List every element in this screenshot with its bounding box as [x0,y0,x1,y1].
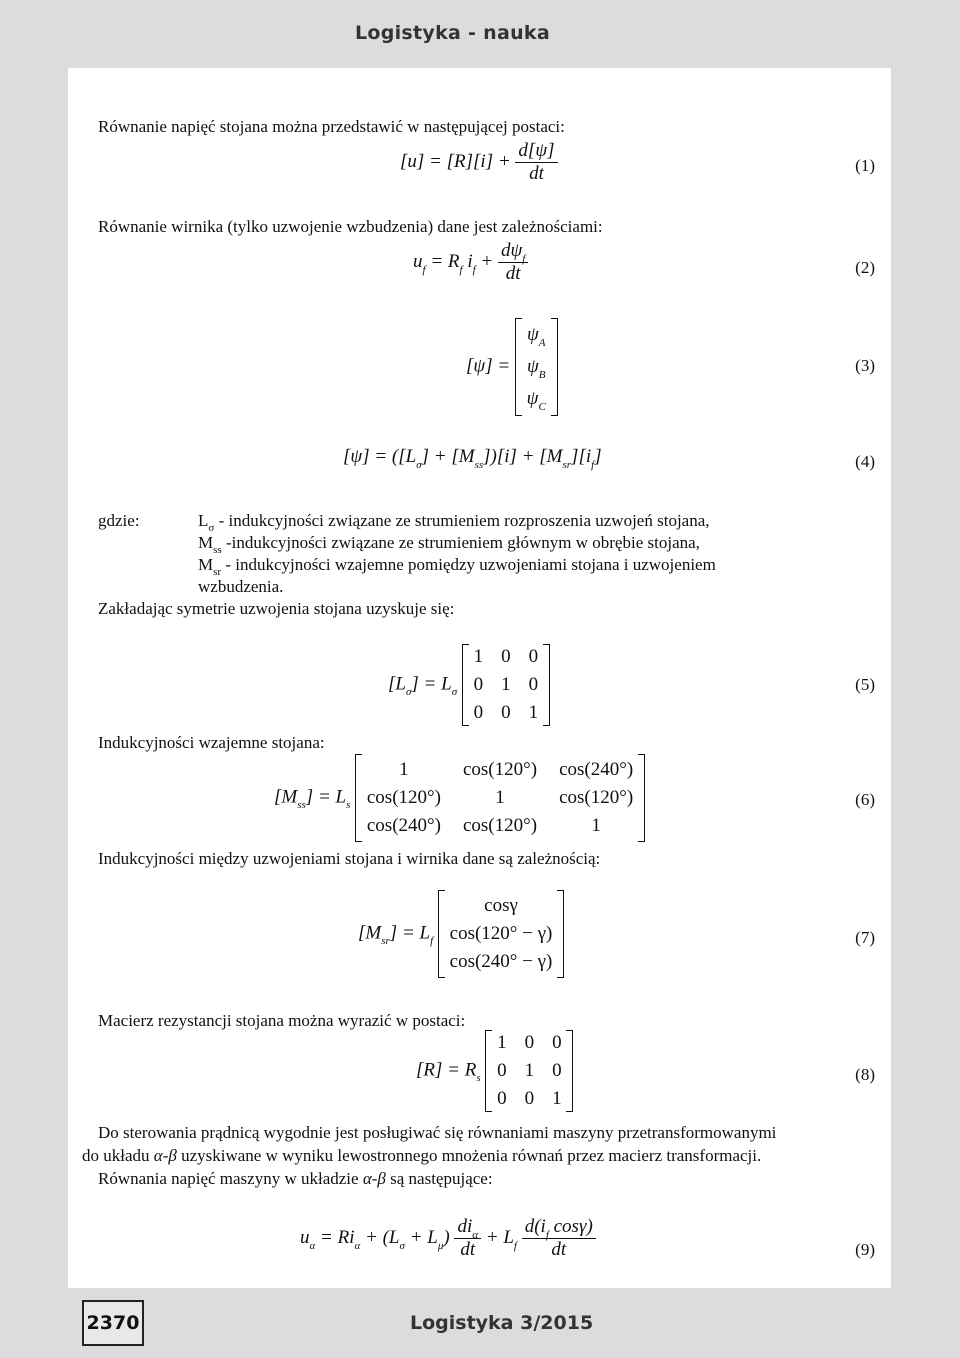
paragraph-6: Macierz rezystancji stojana można wyrazić w postaci: [98,1011,466,1030]
definition-lsigma: $L_\sigma$ - indukcyjności związane ze strumieniem rozproszenia uzwojeń stojana, [198,511,710,534]
paragraph-7b: do układu α-β uzyskiwane w wyniku lewostronnego mnożenia równań przez macierz transformacji. [82,1146,762,1165]
eq-number-4: (4) [855,452,875,471]
paragraph-5: Indukcyjności między uzwojeniami stojana i wirnika dane są zależnością: [98,849,601,868]
definition-msr: $M_{sr}$ - indukcyjności wzajemne pomiędzy uzwojeniami stojana i uzwojeniem [198,555,716,578]
page-number-box: 2370 [82,1300,144,1346]
equation-6: $[M_{ss}] = L_s$ 1 cos(120°) cos(240°) cos(120°) 1 cos(120°) cos(240°) cos(120°) 1 [274,754,645,842]
eq-number-9: (9) [855,1240,875,1259]
equation-1: [u] = [R][i] + $\frac{d[\psi]}{dt}$ [400,140,558,185]
page-sheet [68,68,891,1288]
gdzie-label: gdzie: [98,511,140,530]
equation-3: [ψ] = $\psi_A$ $\psi_B$ $\psi_C$ [466,318,558,416]
paragraph-3: Zakładając symetrie uzwojenia stojana uzyskuje się: [98,599,455,618]
equation-4: $[\psi] = ([L_\sigma] + [M_{ss}])[i] + [M_{sr}][i_f]$ [343,446,602,471]
eq-number-7: (7) [855,928,875,947]
paragraph-4: Indukcyjności wzajemne stojana: [98,733,325,752]
equation-2: $u_f = R_f$ $i_f$ + $\frac{d\psi_f}{dt}$ [413,240,528,285]
equation-7: $[M_{sr}] = L_f$ cosγ cos(120° − γ) cos(240° − γ) [358,890,564,978]
paragraph-2: Równanie wirnika (tylko uzwojenie wzbudzenia) dane jest zależnościami: [98,217,603,236]
eq-number-2: (2) [855,258,875,277]
definition-msr-cont: wzbudzenia. [198,577,284,596]
eq-number-1: (1) [855,156,875,175]
paragraph-1: Równanie napięć stojana można przedstawić w następującej postaci: [98,117,565,136]
definition-mss: $M_{ss}$ -indukcyjności związane ze strumieniem głównym w obrębie stojana, [198,533,700,556]
eq-number-5: (5) [855,675,875,694]
eq-number-6: (6) [855,790,875,809]
journal-footer: Logistyka 3/2015 [410,1312,594,1334]
equation-9: $u_\alpha = Ri_\alpha + (L_\sigma + L_\mu)$ $\frac{di_\alpha}{dt}$ + $L_f$ $\frac{d(i_f \cos\gamma)}{dt}$ [300,1216,596,1261]
paragraph-8: Równania napięć maszyny w układzie α-β są następujące: [98,1169,493,1188]
eq-number-8: (8) [855,1065,875,1084]
eq-number-3: (3) [855,356,875,375]
equation-8: $[R] = R_s$ 1 0 0 0 1 0 0 0 1 [416,1030,573,1112]
running-header: Logistyka - nauka [354,22,550,44]
paragraph-7a: Do sterowania prądnicą wygodnie jest posługiwać się równaniami maszyny przetransformowanymi [98,1123,777,1142]
equation-5: $[L_\sigma] = L_\sigma$ 1 0 0 0 1 0 0 0 1 [388,644,550,726]
